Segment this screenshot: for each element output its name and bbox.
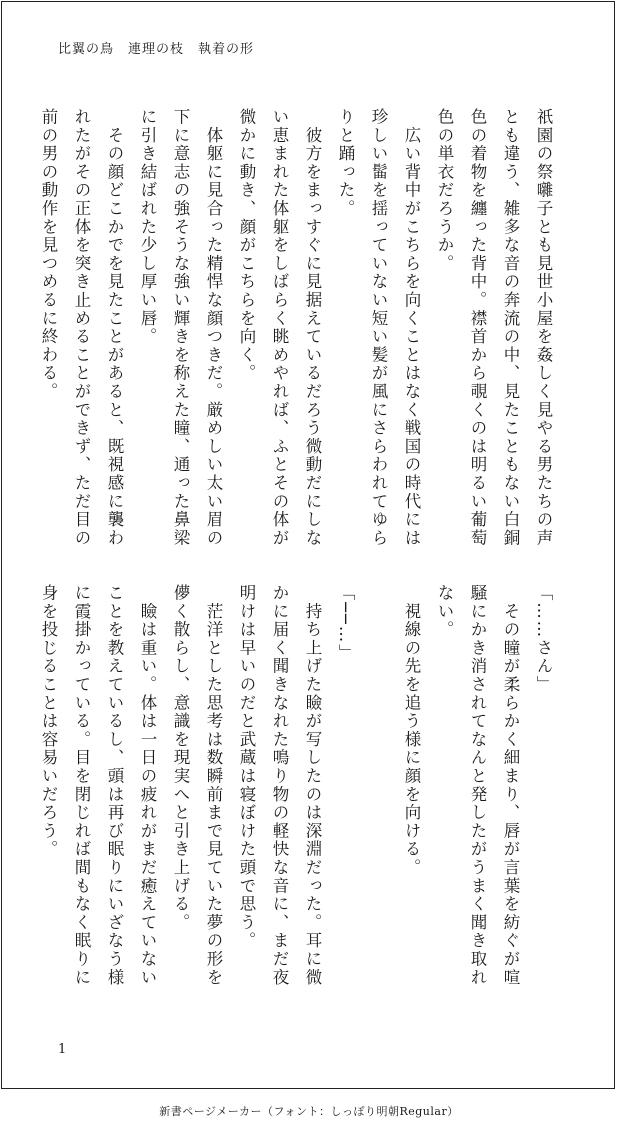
blank-line	[362, 584, 395, 1004]
paragraph: 祇園の祭囃子とも見世小屋を姦しく見やる男たちの声とも違う、雑多な音の奔流の中、見たこともない白銅色の着物を纏った背中。襟首から覗くのは明るい葡萄色の単衣だろうか。	[435, 108, 553, 548]
upper-text-block	[32, 108, 560, 563]
paragraph: 体躯に見合った精悍な顔つきだ。厳めしい太い眉の下に意志の強そうな強い輝きを称えた瞳、通った鼻梁に引き結ばれた少し厚い唇。	[138, 108, 223, 548]
page-number: 1	[58, 1042, 67, 1057]
footer-caption: 新書ページメーカー（フォント：しっぽり明朝Regular）	[159, 1105, 459, 1118]
paragraph: 広い背中がこちらを向くことはなく戦国の時代には珍しい髷を揺っていない短い髪が風にさらわれてゆらりと踊った。	[336, 108, 421, 548]
paragraph: 持ち上げた瞼が写したのは深淵だった。耳に微かに届く聞きなれた鳴り物の軽快な音に、まだ夜明けは早いのだと武蔵は寝ぼけた頭で思う。	[237, 584, 322, 987]
book-page	[1, 1, 615, 1089]
paragraph: 「──…」	[336, 584, 355, 663]
paragraph: 視線の先を追う様に顔を向ける。	[402, 584, 421, 877]
paragraph: 「……さん」	[534, 584, 553, 694]
paragraph: 茫洋とした思考は数瞬前まで見ていた夢の形を儚く散らし、意識を現実へと引き上げる。	[171, 584, 223, 987]
paragraph: 彼方をまっすぐに見据えているだろう微動だにしない恵まれた体躯をしばらく眺めやれば、ふとその体が微かに動き、顔がこちらを向く。	[237, 108, 322, 548]
paragraph: 瞼は重い。体は一日の疲れがまだ癒えていないことを教えているし、頭は再び眠りにいざなう様に霞掛かっている。目を閉じれば間もなく眠りに身を投じることは容易いだろう。	[39, 584, 157, 987]
paragraph: その瞳が柔らかく細まり、唇が言葉を紡ぐが喧騒にかき消されてなんと発したがうまく聞き取れない。	[435, 584, 520, 987]
page-title: 比翼の鳥 連理の枝 執着の形	[58, 42, 255, 57]
lower-text-block	[32, 584, 560, 1004]
paragraph: その顔どこかでを見たことがあると、既視感に襲われたがその正体を突き止めることができず、ただ目の前の男の動作を見つめるに終わる。	[39, 108, 124, 548]
